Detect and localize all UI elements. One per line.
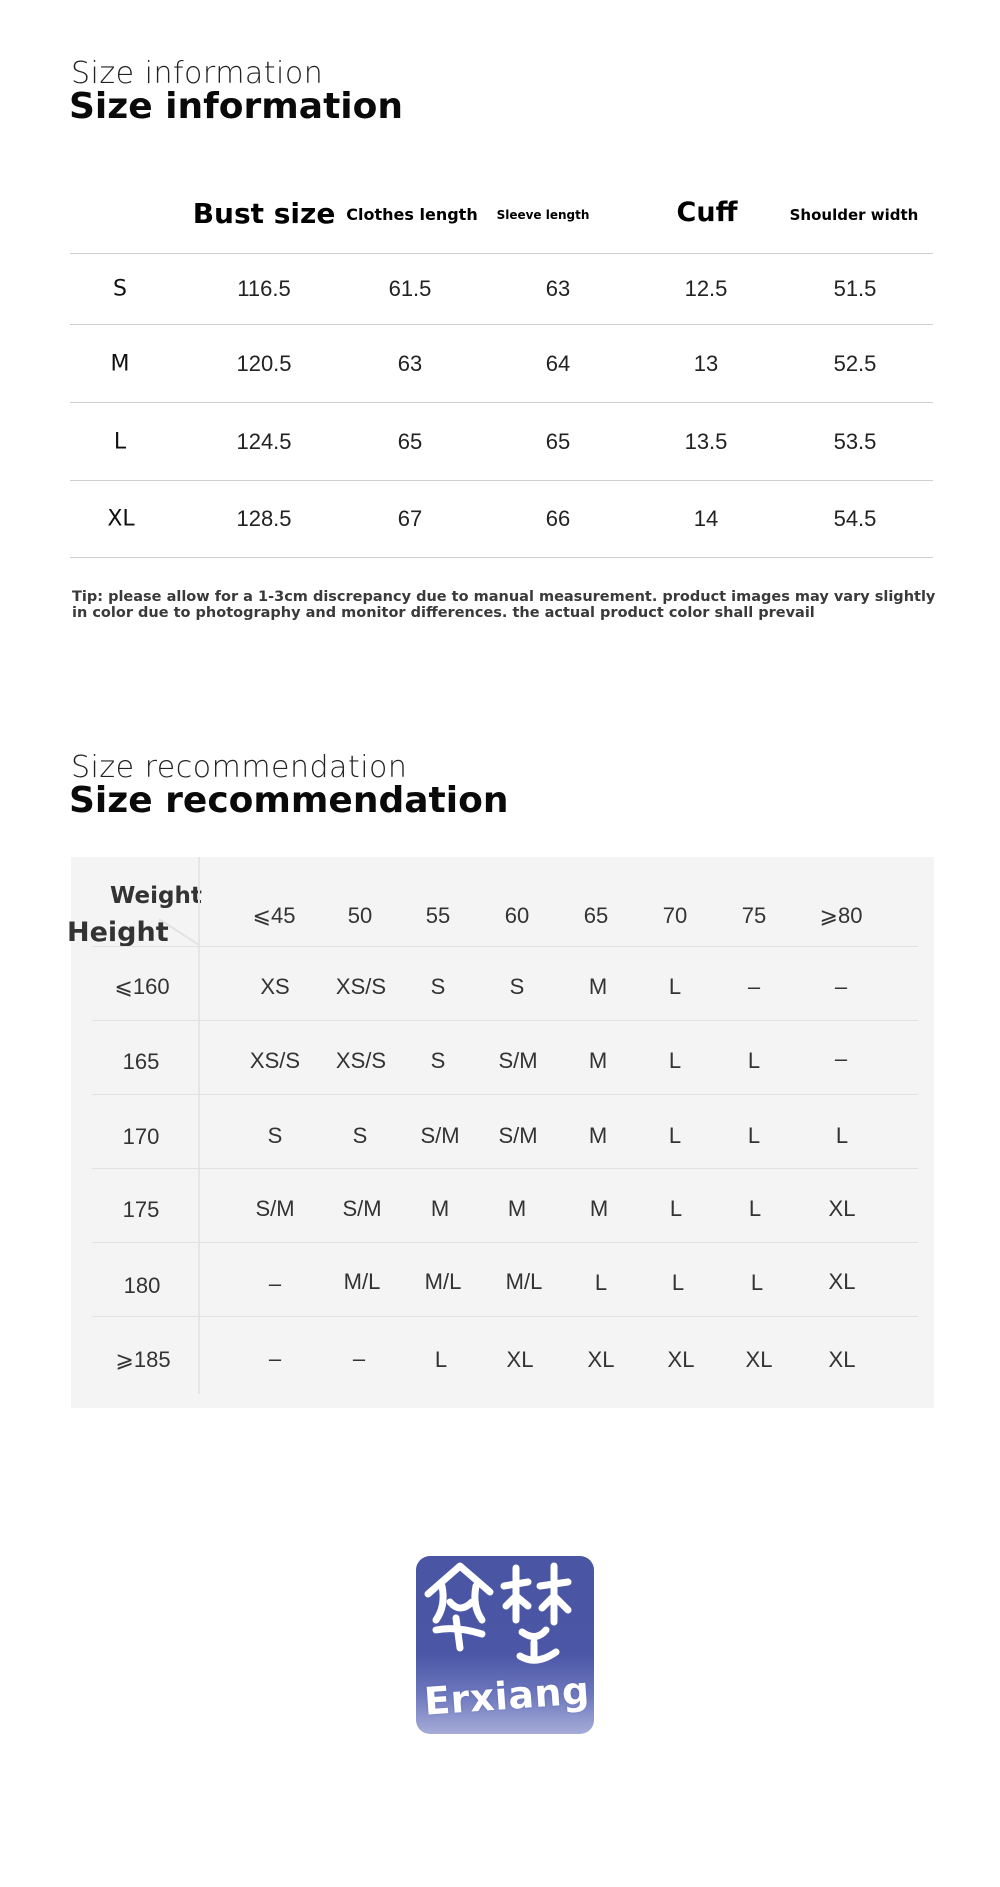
size-cell: S (352, 1123, 368, 1148)
weight-header: 50 (347, 903, 373, 928)
height-label: ⩽160 (114, 974, 170, 999)
header-sleeve-length: Sleeve length (496, 208, 590, 222)
size-cell: M (507, 1196, 527, 1221)
height-label: 175 (122, 1197, 160, 1222)
size-info-title: Size information (69, 86, 404, 127)
size-info-subtitle: Size information (71, 56, 324, 91)
height-label: 180 (123, 1273, 161, 1298)
size-cell: S (430, 974, 446, 999)
size-cell: S (430, 1048, 446, 1073)
size-cell: M (430, 1196, 450, 1221)
size-cell: XL (506, 1347, 534, 1372)
size-info-table (70, 180, 933, 558)
size-cell: L (671, 1270, 685, 1295)
size-cell: XL (828, 1196, 856, 1221)
size-cell: M/L (343, 1269, 381, 1294)
height-label: 170 (122, 1124, 160, 1149)
size-cell: S/M (498, 1123, 538, 1148)
size-cell: XS (260, 974, 290, 999)
table-cell: 51.5 (833, 276, 877, 301)
table-cell: 116.5 (237, 276, 291, 301)
table-cell: 53.5 (833, 428, 877, 454)
table-cell: 63 (545, 276, 571, 301)
size-cell: L (434, 1347, 448, 1372)
size-cell: M (589, 1196, 609, 1221)
row-divider (92, 1168, 918, 1169)
size-cell: L (669, 1196, 683, 1221)
table-row (70, 325, 933, 403)
size-cell: XL (667, 1347, 695, 1372)
size-cell: L (668, 1123, 682, 1148)
brand-logo (416, 1556, 594, 1734)
table-cell: 67 (397, 506, 423, 531)
size-cell: – (352, 1346, 366, 1371)
row-divider (92, 946, 918, 947)
size-rec-subtitle: Size recommendation (71, 750, 408, 785)
table-cell: 128.5 (236, 506, 292, 531)
table-cell: 66 (545, 506, 571, 531)
size-cell: – (834, 1046, 848, 1071)
row-divider (92, 1020, 918, 1021)
weight-header: 60 (504, 903, 530, 928)
table-cell: 120.5 (236, 350, 292, 376)
size-cell: M/L (505, 1269, 543, 1294)
table-row (70, 254, 933, 325)
size-cell: L (668, 974, 682, 999)
table-cell: 124.5 (236, 428, 292, 454)
size-cell: S/M (342, 1196, 382, 1221)
table-row (70, 403, 933, 481)
measurement-tip: Tip: please allow for a 1-3cm discrepancy due to manual measurement. product images may vary slightly in color due to photography and monitor differences. the actual product color shall prevail (72, 589, 936, 621)
weight-header: 70 (662, 903, 688, 928)
weight-header: ⩾80 (819, 903, 863, 928)
table-cell: 63 (397, 350, 423, 376)
brand-wordmark: Erxiang (422, 1668, 591, 1724)
size-rec-title: Size recommendation (69, 780, 509, 821)
size-cell: S/M (255, 1196, 295, 1221)
weight-axis-label: Weight (110, 883, 202, 909)
table-cell: 13.5 (684, 428, 728, 454)
table-cell: 54.5 (833, 506, 877, 531)
size-cell: S/M (420, 1123, 460, 1148)
size-label: L (113, 429, 127, 454)
size-cell: XS/S (335, 1048, 387, 1073)
row-divider (92, 1242, 918, 1243)
size-label: S (113, 276, 127, 302)
table-cell: 13 (693, 350, 719, 376)
size-cell: XS/S (335, 974, 387, 999)
size-cell: – (834, 974, 848, 999)
height-axis-label: Height (67, 917, 169, 948)
weight-header: 55 (425, 903, 451, 928)
size-cell: L (747, 1123, 761, 1148)
size-cell: L (594, 1270, 608, 1295)
size-cell: – (268, 1346, 282, 1371)
weight-header: 65 (583, 903, 609, 928)
table-cell: 61.5 (388, 276, 432, 301)
size-cell: M (588, 1123, 608, 1148)
table-row (70, 481, 933, 558)
size-cell: – (268, 1271, 282, 1296)
table-cell: 64 (545, 350, 571, 376)
table-cell: 52.5 (833, 350, 877, 376)
size-cell: S (509, 974, 525, 999)
size-cell: M (588, 1048, 608, 1073)
weight-header: 75 (741, 903, 767, 928)
table-cell: 14 (693, 506, 719, 531)
size-cell: XL (587, 1347, 615, 1372)
size-cell: M (588, 974, 608, 999)
size-cell: – (747, 974, 761, 999)
header-shoulder-width: Shoulder width (789, 206, 919, 224)
table-cell: 65 (545, 428, 571, 454)
size-cell: L (747, 1048, 761, 1073)
size-cell: L (668, 1048, 682, 1073)
size-cell: M/L (424, 1269, 462, 1294)
height-label: 165 (122, 1049, 160, 1074)
size-cell: S/M (498, 1048, 538, 1073)
size-cell: L (835, 1123, 849, 1148)
row-divider (92, 1094, 918, 1095)
column-divider (198, 857, 200, 1394)
row-divider (92, 1316, 918, 1317)
weight-header: ⩽45 (252, 903, 296, 928)
header-clothes-length: Clothes length (346, 205, 478, 224)
size-label: M (110, 351, 130, 376)
height-label: ⩾185 (115, 1347, 171, 1372)
size-cell: S (267, 1123, 283, 1148)
size-table-header (70, 180, 933, 254)
size-cell: XS/S (249, 1048, 301, 1073)
size-label: XL (107, 506, 135, 532)
size-cell: XL (828, 1269, 856, 1294)
size-cell: XL (745, 1347, 773, 1372)
size-cell: L (748, 1196, 762, 1221)
size-cell: XL (828, 1347, 856, 1372)
size-cell: L (750, 1270, 764, 1295)
table-cell: 65 (397, 428, 423, 454)
table-cell: 12.5 (684, 276, 728, 301)
header-bust-size: Bust size (192, 197, 336, 230)
header-cuff: Cuff (676, 197, 738, 228)
